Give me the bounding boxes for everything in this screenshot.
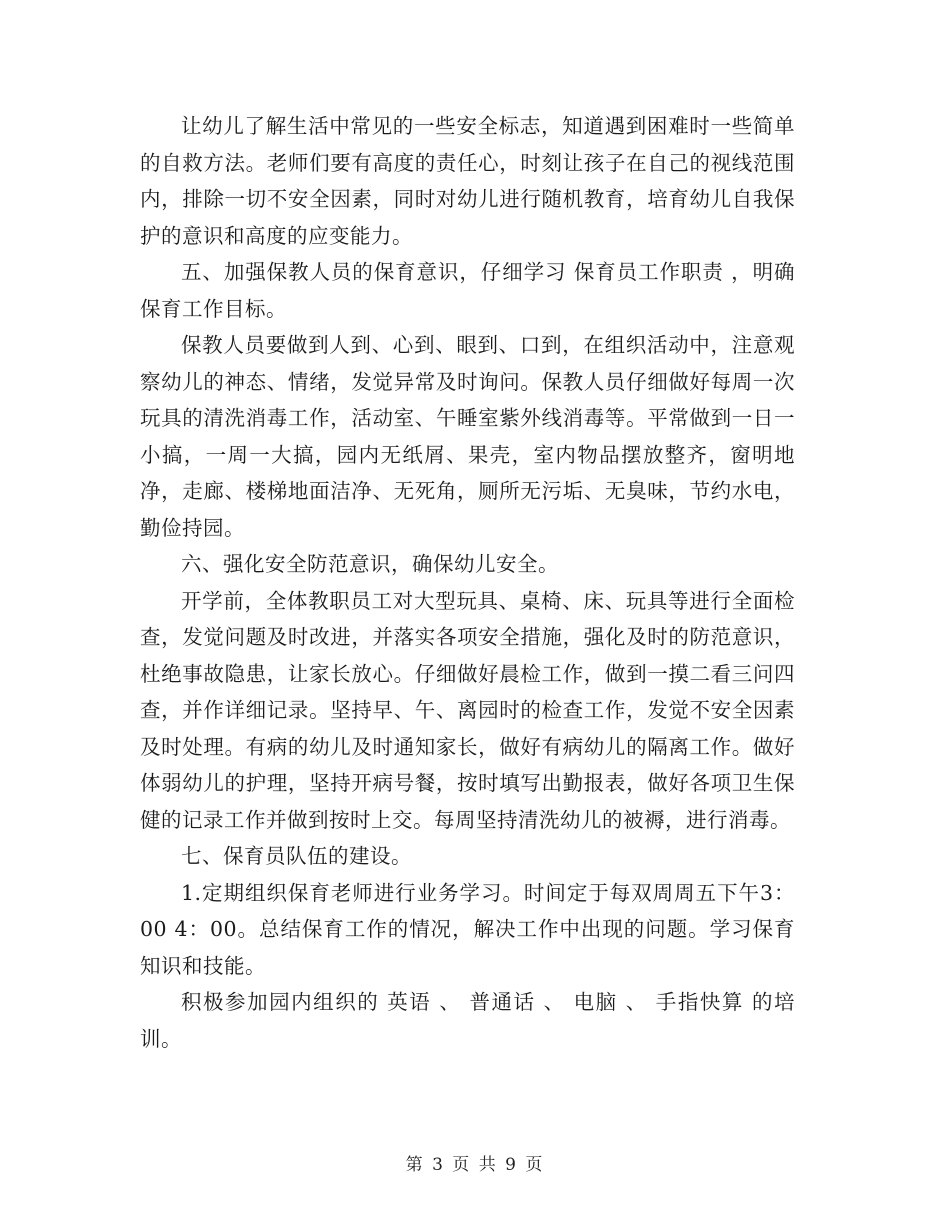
page-number-footer: 第 3 页 共 9 页 <box>405 1155 545 1175</box>
heading-section-seven: 七、保育员队伍的建设。 <box>181 844 412 868</box>
heading-section-six: 六、强化安全防范意识，确保幼儿安全。 <box>181 552 559 576</box>
document-body <box>140 108 795 1057</box>
heading-section-five: 五、加强保教人员的保育意识，仔细学习 保育员工作职责 ，明确保育工作目标。 <box>140 260 795 321</box>
paragraph-training-schedule: 1.定期组织保育老师进行业务学习。时间定于每双周周五下午3：00 4：00。总结保育工作的情况，解决工作中出现的问题。学习保育知识和技能。 <box>140 880 795 978</box>
paragraph-safety-checks: 开学前，全体教职员工对大型玩具、桌椅、床、玩具等进行全面检查，发觉问题及时改进，并落实各项安全措施，强化及时的防范意识，杜绝事故隐患，让家长放心。仔细做好晨检工作，做到一摸二看三问四查，并作详细记录。坚持早、午、离园时的检查工作，发觉不安全因素及时处理。有病的幼儿及时通知家长，做好有病幼儿的隔离工作。做好体弱幼儿的护理，坚持开病号餐，按时填写出勤报表，做好各项卫生保健的记录工作并做到按时上交。每周坚持清洗幼儿的被褥，进行消毒。 <box>140 588 795 832</box>
paragraph-training-courses: 积极参加园内组织的 英语 、 普通话 、 电脑 、 手指快算 的培训。 <box>140 990 795 1051</box>
paragraph-staff-duties: 保教人员要做到人到、心到、眼到、口到，在组织活动中，注意观察幼儿的神态、情绪，发觉异常及时询问。保教人员仔细做好每周一次玩具的清洗消毒工作，活动室、午睡室紫外线消毒等。平常做到一日一小搞，一周一大搞，园内无纸屑、果壳，室内物品摆放整齐，窗明地净，走廊、楼梯地面洁净、无死角，厕所无污垢、无臭味，节约水电，勤俭持园。 <box>140 333 795 540</box>
paragraph-safety-signs: 让幼儿了解生活中常见的一些安全标志，知道遇到困难时一些简单的自救方法。老师们要有高度的责任心，时刻让孩子在自己的视线范围内，排除一切不安全因素，同时对幼儿进行随机教育，培育幼儿自我保护的意识和高度的应变能力。 <box>140 114 795 248</box>
